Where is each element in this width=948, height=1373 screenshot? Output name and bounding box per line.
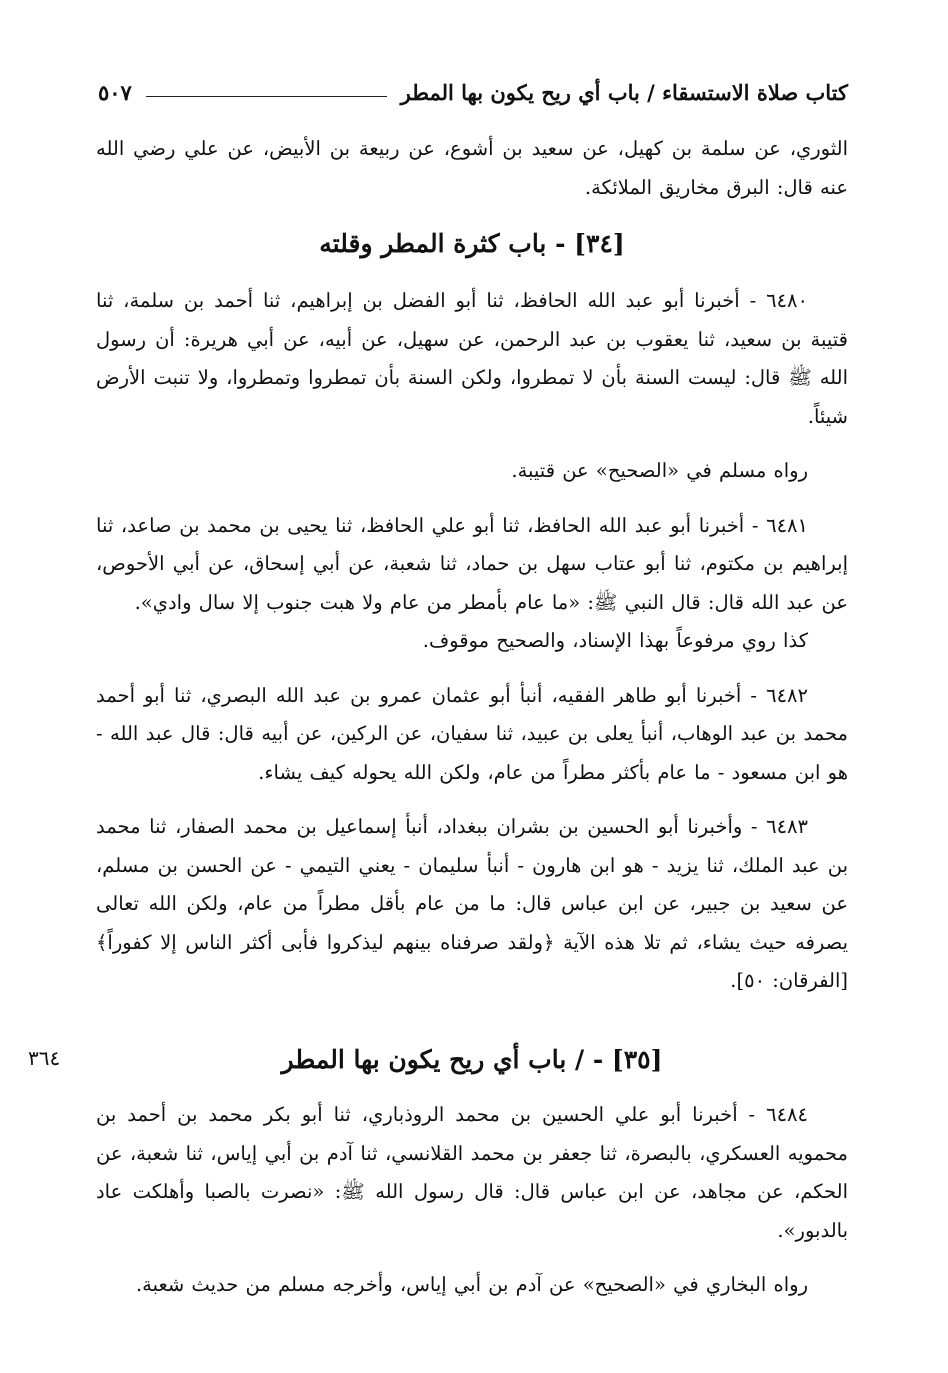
running-head-title: كتاب صلاة الاستسقاء / باب أي ريح يكون بها المطر [400,79,848,105]
section-35-heading: [٣٥] - / باب أي ريح يكون بها المطر [281,1045,663,1074]
section-35-body [96,1096,848,1321]
section-34-body [96,282,848,1017]
page-number: ٥٠٧ [98,79,132,105]
intro-paragraph: الثوري، عن سلمة بن كهيل، عن سعيد بن أشوع، عن ربيعة بن الأبيض، عن علي رضي الله عنه قال: البرق مخاريق الملائكة. [96,137,848,199]
hadith-6483: ٦٤٨٣ - وأخبرنا أبو الحسين بن بشران ببغداد، أنبأ إسماعيل بن محمد الصفار، ثنا محمد بن عبد الملك، ثنا يزيد - هو ابن هارون - أنبأ سليمان - يعني التيمي - عن الحسن بن مسلم، عن سعيد بن جبير، عن ابن عباس قال: ما من عام بأقل مطراً من عام، ولكن الله تعالى يصرفه حيث يشاء، ثم تلا هذه الآية ﴿ولقد صرفناه بينهم ليذكروا فأبى أكثر الناس إلا كفوراً﴾ [الفرقان: ٥٠]. [96,815,848,992]
hadith-6484: ٦٤٨٤ - أخبرنا أبو علي الحسين بن محمد الروذباري، ثنا أبو بكر محمد بن أحمد بن محمويه العسكري، بالبصرة، ثنا جعفر بن محمد القلانسي، ثنا آدم بن أبي إياس، ثنا شعبة، عن الحكم، عن مجاهد، عن ابن عباس قال: قال رسول الله ﷺ: «نصرت بالصبا وأهلكت عاد بالدبور». [96,1103,848,1242]
margin-number: ٣٦٤ [28,1046,61,1070]
hadith-6480: ٦٤٨٠ - أخبرنا أبو عبد الله الحافظ، ثنا أبو الفضل بن إبراهيم، ثنا أحمد بن سلمة، ثنا قتيبة بن سعيد، ثنا يعقوب بن عبد الرحمن، عن سهيل، عن أبيه، عن أبي هريرة: أن رسول الله ﷺ قال: ليست السنة بأن لا تمطروا، ولكن السنة بأن تمطروا وتمطروا، ولا تنبت الأرض شيئاً. [96,289,848,428]
hadith-6482: ٦٤٨٢ - أخبرنا أبو طاهر الفقيه، أنبأ أبو عثمان عمرو بن عبد الله البصري، ثنا أبو أحمد محمد بن عبد الوهاب، أنبأ يعلى بن عبيد، ثنا سفيان، عن الركين، عن أبيه قال: قال عبد الله - هو ابن مسعود - ما عام بأكثر مطراً من عام، ولكن الله يحوله كيف يشاء. [96,683,848,784]
running-head [98,74,848,110]
hadith-6480-note: رواه مسلم في «الصحيح» عن قتيبة. [511,459,808,482]
hadith-6481: ٦٤٨١ - أخبرنا أبو عبد الله الحافظ، ثنا أبو علي الحافظ، ثنا يحيى بن محمد بن صاعد، ثنا إبراهيم بن مكتوم، ثنا أبو عتاب سهل بن حماد، ثنا شعبة، عن أبي إسحاق، عن أبي الأحوص، عن عبد الله قال: قال النبي ﷺ: «ما عام بأمطر من عام ولا هبت جنوب إلا سال وادي». [96,513,848,614]
hadith-6484-note: رواه البخاري في «الصحيح» عن آدم بن أبي إياس، وأخرجه مسلم من حديث شعبة. [135,1273,808,1296]
running-head-rule [146,96,387,97]
intro-block [96,130,848,223]
section-34-heading: [٣٤] - باب كثرة المطر وقلته [319,229,625,258]
hadith-6481-note: كذا روي مرفوعاً بهذا الإسناد، والصحيح موقوف. [422,629,808,652]
